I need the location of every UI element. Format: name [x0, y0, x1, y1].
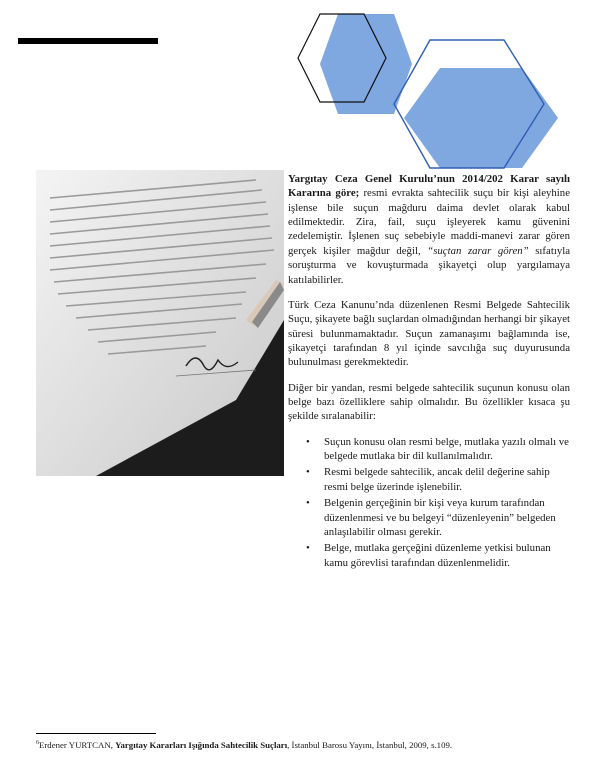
- bullet-icon: •: [306, 542, 310, 555]
- paragraph-1-text-b: sıfatıyla soruşturma ve kovuşturmada şikayetçi olup yargılamaya katılabilirler.: [288, 244, 571, 286]
- list-item: [306, 541, 570, 570]
- list-item: [306, 496, 570, 539]
- list-item-text: Suçun konusu olan resmi belge, mutlaka yazılı olmalı ve belgede mutlaka bir dil kullanılmalıdır.: [324, 435, 569, 463]
- bullet-icon: •: [306, 466, 310, 479]
- paragraph-1-italic: “suçtan zarar gören”: [427, 244, 529, 257]
- bullet-icon: •: [306, 497, 310, 510]
- document-signing-photo: [36, 170, 284, 476]
- list-item-text: Belgenin gerçeğinin bir kişi veya kurum tarafından düzenlenmesi ve bu belgeyi “düzenleyenin” belgeden anlaşılabilir olması gerekir.: [324, 497, 556, 538]
- document-photo-illustration: [36, 170, 284, 476]
- footnote-rest: , İstanbul Barosu Yayını, İstanbul, 2009, s.109.: [287, 740, 453, 750]
- list-item: [306, 435, 570, 464]
- footnote-author: Erdener YURTCAN,: [39, 740, 116, 750]
- header-rule: [18, 38, 158, 44]
- bullet-icon: •: [306, 435, 310, 448]
- footnote-number: 6: [36, 740, 39, 747]
- footnote: [36, 740, 576, 751]
- list-item-text: Resmi belgede sahtecilik, ancak delil değerine sahip resmi belge üzerinde işlenebilir.: [324, 466, 550, 493]
- paragraph-1: [288, 172, 570, 287]
- paragraph-2: Türk Ceza Kanunu’nda düzenlenen Resmi Belgede Sahtecilik Suçu, şikayete bağlı suçlardan olmadığından herhangi bir şikayet süresi bulunmamaktadır. Suçun zamanaşımı bağlamında ise, şikayetçi tarafından 8 yıl içinde savcılığa suç duyurusunda bulunulması gerekmektedir.: [288, 298, 570, 369]
- decision-reference: Yargıtay Ceza Genel Kurulu’nun 2014/202 Karar sayılı Kararına göre;: [288, 173, 570, 200]
- list-item-text: Belge, mutlaka gerçeğini düzenleme yetkisi bulunan kamu görevlisi tarafından düzenlenmelidir.: [324, 542, 551, 569]
- paragraph-3: Diğer bir yandan, resmi belgede sahtecilik suçunun konusu olan belge bazı özelliklere sahip olmalıdır. Bu özellikler kısaca şu şekilde sıralanabilir:: [288, 381, 570, 423]
- footnote-rule: [36, 733, 156, 734]
- list-item: [306, 465, 570, 494]
- paragraph-1-text-a: resmi evrakta sahtecilik suçu bir kişi aleyhine işlense bile suçun mağduru daima devlet olarak kabul edilmektedir. Zira, fail, suçu işleyerek kamu güvenini zedelemiştir. İşlenen suç sebebiyle maddi-manevi zarar gören gerçek kişiler mağdur değil,: [288, 187, 570, 257]
- hexagon-decoration-icon: [282, 12, 572, 172]
- main-text-column: [288, 172, 570, 572]
- footnote-title: Yargıtay Kararları Işığında Sahtecilik Suçları: [115, 740, 288, 750]
- features-list: [288, 435, 570, 570]
